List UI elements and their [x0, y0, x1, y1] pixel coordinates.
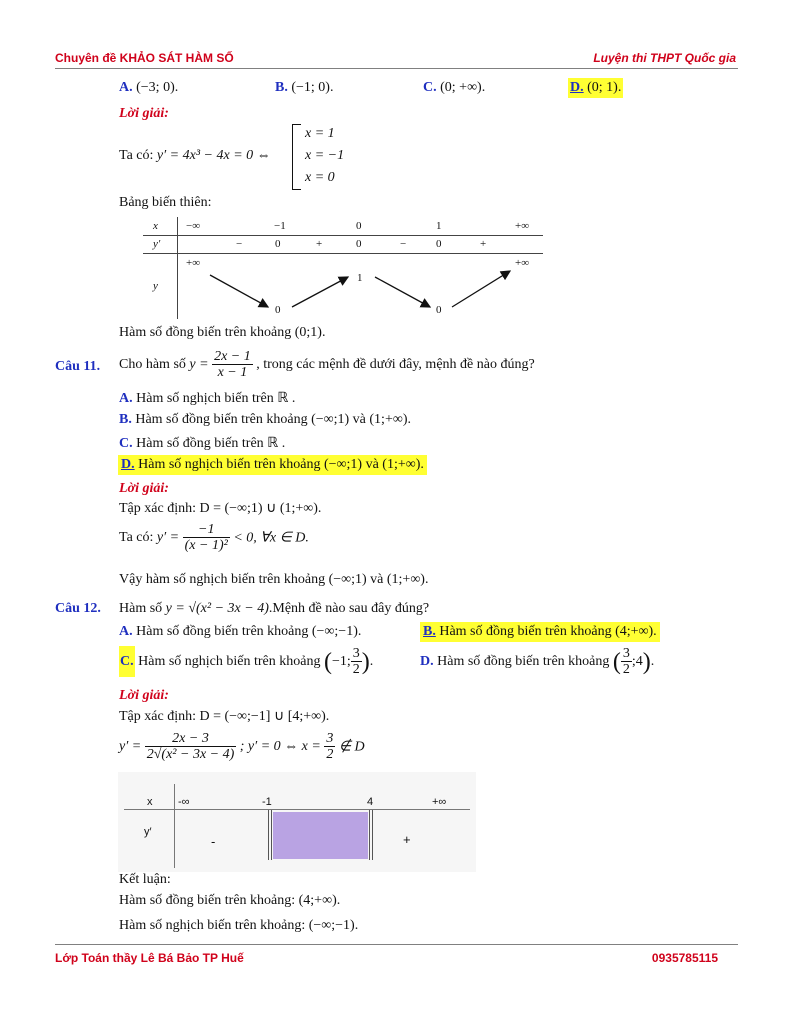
q10-option-a	[119, 80, 178, 96]
q12-derivative	[119, 731, 365, 763]
q11-option-c	[119, 435, 285, 452]
stem-text: Cho hàm số	[119, 356, 186, 372]
deriv-rhs: < 0, ∀x ∈ D.	[233, 530, 309, 546]
q11-derivative	[119, 522, 309, 554]
func-lhs: y =	[189, 356, 209, 372]
option-text: Hàm số đồng biến trên khoảng (−∞;1) và (1;+∞).	[135, 412, 411, 427]
option-letter: A.	[119, 80, 133, 95]
q11-option-b	[119, 412, 411, 428]
x-value: −1	[274, 220, 286, 232]
x-value: +∞	[515, 220, 530, 232]
table-vline	[372, 810, 373, 860]
numerator: 2x − 1	[214, 349, 251, 364]
q11-label: Câu 11.	[55, 359, 101, 374]
option-text: (0; 1).	[587, 80, 622, 95]
stem-text: , trong các mệnh đề dưới đây, mệnh đề nào đúng?	[256, 356, 535, 372]
arrow-down-icon	[210, 275, 268, 307]
table-vline	[177, 217, 178, 319]
sign: 0	[275, 238, 281, 250]
q12-domain: Tập xác định: D = (−∞;−1] ∪ [4;+∞).	[119, 709, 330, 724]
option-text: Hàm số nghịch biến trên khoảng	[138, 653, 321, 669]
denominator: 2	[622, 662, 630, 678]
header-rule	[55, 68, 738, 69]
system-bracket	[292, 124, 301, 190]
yprime-label: y′	[144, 826, 152, 838]
q12-option-b	[420, 622, 660, 642]
sign-table	[118, 772, 476, 872]
sign: 0	[436, 238, 442, 250]
q12-label: Câu 12.	[55, 601, 101, 616]
table-hline	[143, 253, 543, 254]
option-text: (−3; 0).	[136, 80, 179, 95]
paren: )	[361, 648, 370, 675]
y-value: 0	[275, 304, 281, 316]
footer-rule	[55, 944, 738, 945]
y-label: y	[153, 280, 158, 292]
option-text: Hàm số đồng biến trên ℝ .	[136, 436, 286, 451]
deriv-lhs: y′ =	[156, 529, 180, 545]
option-text: (−1; 0).	[291, 80, 334, 95]
sign: +	[480, 238, 487, 250]
paren: (	[612, 648, 621, 675]
header-left: Chuyên đề KHẢO SÁT HÀM SỐ	[55, 51, 234, 65]
sign: +	[403, 832, 411, 847]
x-value: 1	[436, 220, 442, 232]
paren: (	[323, 648, 332, 675]
yprime-label: y′	[153, 238, 161, 250]
footer-left: Lớp Toán thầy Lê Bá Bảo TP Huế	[55, 951, 244, 965]
numerator: 3	[622, 646, 630, 661]
func: y = √(x² − 3x − 4)	[165, 601, 269, 616]
derivative-eq: y′ = 4x³ − 4x = 0 ⇔	[156, 148, 271, 163]
q11-option-d	[118, 455, 427, 475]
variation-arrows	[180, 255, 540, 319]
bbt-label: Bảng biến thiên:	[119, 195, 212, 210]
table-vline	[271, 810, 272, 860]
sign: -	[211, 834, 216, 849]
sign: −	[236, 238, 243, 250]
option-letter: A.	[119, 624, 133, 639]
option-letter: B.	[275, 80, 288, 95]
denominator: 2√(x² − 3x − 4)	[146, 747, 235, 763]
x-value: -∞	[178, 796, 190, 808]
q11-domain: Tập xác định: D = (−∞;1) ∪ (1;+∞).	[119, 501, 322, 516]
x-value: −∞	[186, 220, 201, 232]
numerator: 3	[326, 731, 334, 746]
interval-right: ;4	[631, 653, 643, 669]
q12-conclusion-1: Hàm số đồng biến trên khoảng: (4;+∞).	[119, 893, 341, 908]
func-fraction	[212, 349, 253, 381]
y-value: 0	[436, 304, 442, 316]
sign: −	[400, 238, 407, 250]
sign: +	[316, 238, 323, 250]
stem-text: .Mệnh đề nào sau đây đúng?	[268, 601, 430, 616]
table-hline	[124, 809, 470, 810]
option-letter: C.	[119, 646, 135, 677]
q10-loigiai: Lời giải:	[119, 106, 169, 121]
q12-stem	[119, 601, 429, 617]
root-fraction	[324, 731, 335, 763]
option-letter: D.	[570, 80, 584, 95]
q10-taco	[119, 148, 271, 164]
q12-ketluan: Kết luận:	[119, 872, 171, 887]
root-1: x = 1	[305, 126, 335, 141]
numerator: 3	[352, 646, 360, 661]
interval-fraction	[621, 646, 632, 678]
sign: 0	[356, 238, 362, 250]
option-letter: B.	[119, 412, 132, 427]
x-value: +∞	[432, 796, 447, 808]
q11-option-a	[119, 390, 295, 407]
option-letter: C.	[119, 436, 133, 451]
denominator: x − 1	[217, 365, 248, 381]
taco-label: Ta có:	[119, 148, 154, 163]
table-hline	[143, 235, 543, 236]
q11-loigiai: Lời giải:	[119, 481, 169, 496]
denominator: (x − 1)²	[184, 538, 228, 554]
option-letter: B.	[423, 624, 436, 639]
x-value: 0	[356, 220, 362, 232]
option-letter: D.	[121, 457, 135, 472]
q12-option-a	[119, 624, 361, 640]
option-text: (0; +∞).	[440, 80, 486, 95]
root-rhs: ∉ D	[338, 739, 365, 755]
option-text: Hàm số đồng biến trên khoảng (4;+∞).	[439, 624, 657, 639]
table-vline	[268, 810, 269, 860]
table-vline	[369, 810, 370, 860]
y-value: +∞	[186, 257, 201, 269]
stem-text: Hàm số	[119, 601, 163, 616]
excluded-region	[273, 812, 368, 859]
denominator: 2	[352, 662, 360, 678]
q12-option-d: D. Hàm số đồng biến trên khoảng ( $\frac{3}{2}$ ;4).	[420, 646, 655, 678]
deriv-mid: ; y′ = 0 ⇔ x =	[239, 738, 321, 754]
y-value: 1	[357, 272, 363, 284]
q12-loigiai: Lời giải:	[119, 688, 169, 703]
x-label: x	[153, 220, 158, 232]
x-value: 4	[367, 796, 374, 808]
option-text: Hàm số đồng biến trên khoảng	[437, 653, 610, 669]
table-vline	[174, 784, 175, 868]
numerator: 2x − 3	[145, 731, 237, 747]
denominator: 2	[326, 747, 334, 763]
deriv-fraction	[183, 522, 230, 554]
arrow-up-icon	[452, 271, 510, 307]
deriv-fraction	[145, 731, 237, 763]
root-2: x = −1	[305, 148, 345, 163]
q12-option-c: C. Hàm số nghịch biến trên khoảng (−1; $\frac{3}{2}$ ).	[120, 646, 374, 678]
option-letter: C.	[423, 80, 437, 95]
option-text: Hàm số nghịch biến trên khoảng (−∞;1) và (1;+∞).	[138, 457, 424, 472]
deriv-lhs: y′ =	[119, 738, 142, 754]
option-letter: D.	[420, 653, 434, 669]
option-letter: A.	[119, 391, 133, 406]
taco-label: Ta có:	[119, 529, 154, 545]
root-3: x = 0	[305, 170, 335, 185]
interval-left: −1;	[331, 653, 351, 669]
q10-option-d	[568, 78, 623, 98]
option-text: Hàm số nghịch biến trên ℝ .	[136, 391, 296, 406]
arrow-up-icon	[292, 277, 348, 307]
q11-stem	[119, 349, 535, 381]
header-right: Luyện thi THPT Quốc gia	[593, 51, 736, 65]
q10-option-c	[423, 80, 485, 96]
q11-conclusion: Vậy hàm số nghịch biến trên khoảng (−∞;1) và (1;+∞).	[119, 572, 429, 587]
x-value: -1	[262, 796, 272, 808]
q10-option-b	[275, 80, 333, 96]
paren: )	[642, 648, 651, 675]
footer-right: 0935785115	[651, 951, 718, 965]
option-text: Hàm số đồng biến trên khoảng (−∞;−1).	[136, 624, 362, 639]
interval-fraction	[351, 646, 362, 678]
q10-conclusion: Hàm số đồng biến trên khoảng (0;1).	[119, 325, 326, 340]
numerator: −1	[183, 522, 230, 538]
x-label: x	[147, 796, 153, 808]
arrow-down-icon	[375, 277, 430, 307]
q12-conclusion-2: Hàm số nghịch biến trên khoảng: (−∞;−1).	[119, 918, 359, 933]
y-value: +∞	[515, 257, 530, 269]
